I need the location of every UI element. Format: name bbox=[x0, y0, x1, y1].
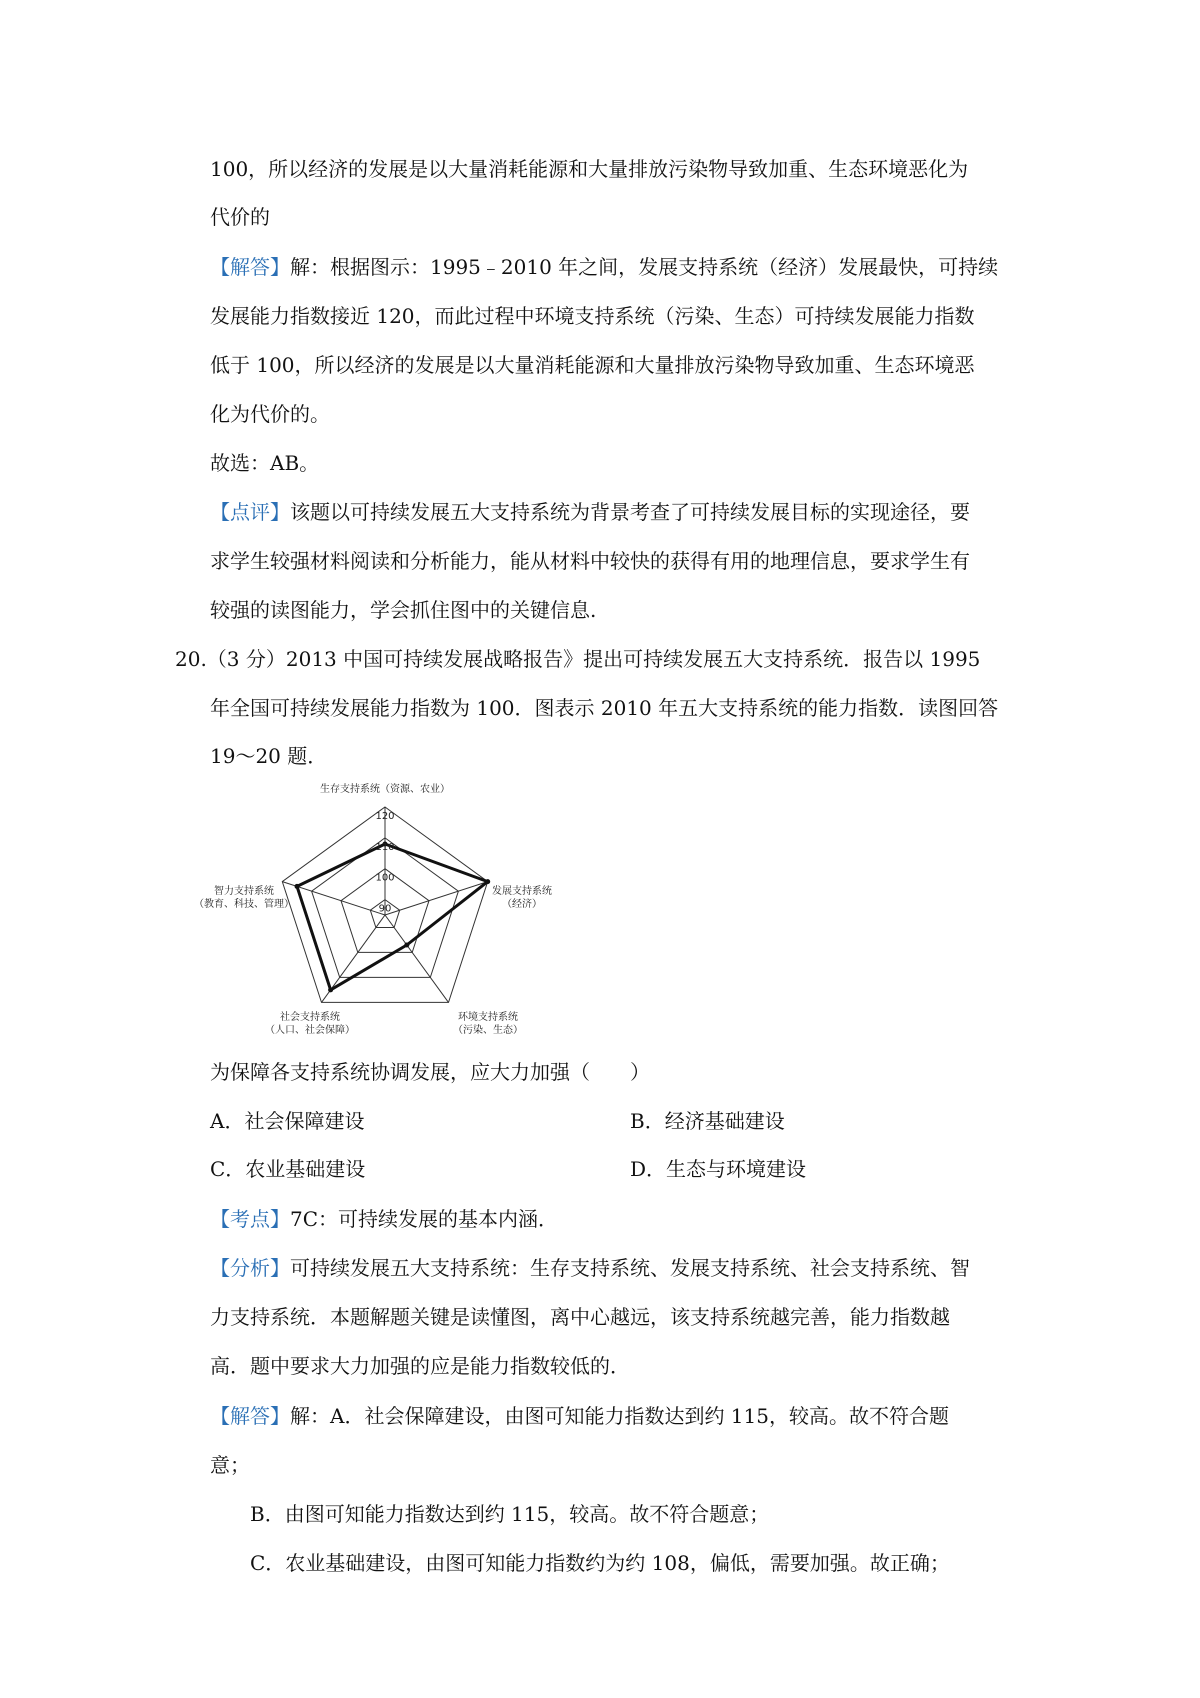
option-d: D．生态与环境建设 bbox=[630, 1157, 807, 1181]
axis-label-2: 环境支持系统 bbox=[458, 1012, 518, 1023]
option-b: B．经济基础建设 bbox=[630, 1109, 785, 1133]
radar-series bbox=[295, 842, 491, 993]
ring-label-110: 110 bbox=[375, 841, 395, 853]
axis-sublabel-2: （污染、生态） bbox=[453, 1025, 523, 1036]
q19-answer-line-2: 发展能力指数接近 120，而此过程中环境支持系统（污染、生态）可持续发展能力指数 bbox=[210, 304, 975, 328]
q20-analysis-line-1 bbox=[210, 1254, 970, 1282]
q19-comment-line-1 bbox=[210, 498, 970, 526]
axis-label-1: 发展支持系统 bbox=[492, 886, 552, 897]
q20-stem-line-1: 20.（3 分）2013 中国可持续发展战略报告》提出可持续发展五大支持系统．报告以 1995 bbox=[175, 647, 981, 671]
axis-sublabel-3: （人口、社会保障） bbox=[265, 1025, 355, 1036]
q20-answer-line-3: B．由图可知能力指数达到约 115，较高。故不符合题意； bbox=[250, 1502, 770, 1526]
option-c: C．农业基础建设 bbox=[210, 1157, 366, 1181]
point-tag: 【考点】 bbox=[210, 1207, 290, 1231]
q19-comment-line-3: 较强的读图能力，学会抓住图中的关键信息. bbox=[210, 598, 597, 622]
comment-tag: 【点评】 bbox=[210, 500, 290, 524]
q19-continuation-line-1: 100，所以经济的发展是以大量消耗能源和大量排放污染物导致加重、生态环境恶化为 bbox=[210, 157, 969, 181]
radar-axis-line-1 bbox=[385, 882, 488, 915]
radar-point-3 bbox=[328, 987, 333, 992]
axis-sublabel-1: （经济） bbox=[502, 899, 542, 910]
axis-label-4: 智力支持系统 bbox=[214, 886, 274, 897]
radar-point-1 bbox=[485, 879, 490, 884]
option-a: A．社会保障建设 bbox=[210, 1109, 365, 1133]
answer-text: 解：根据图示：1995﹣2010 年之间，发展支持系统（经济）发展最快，可持续 bbox=[290, 255, 999, 279]
analysis-tag: 【分析】 bbox=[210, 1256, 290, 1280]
comment-text: 该题以可持续发展五大支持系统为背景考查了可持续发展目标的实现途径，要 bbox=[290, 500, 970, 524]
answer-text: 解：A．社会保障建设，由图可知能力指数达到约 115，较高。故不符合题 bbox=[290, 1404, 949, 1428]
q20-question: 为保障各支持系统协调发展，应大力加强（ ） bbox=[210, 1060, 650, 1084]
point-text: 7C：可持续发展的基本内涵． bbox=[290, 1207, 559, 1231]
radar-axis-line-2 bbox=[385, 915, 449, 1002]
q20-point-line bbox=[210, 1205, 558, 1233]
q19-answer-line-3: 低于 100，所以经济的发展是以大量消耗能源和大量排放污染物导致加重、生态环境恶 bbox=[210, 353, 975, 377]
q20-analysis-line-2: 力支持系统．本题解题关键是读懂图，离中心越远，该支持系统越完善，能力指数越 bbox=[210, 1305, 950, 1329]
answer-tag: 【解答】 bbox=[210, 255, 290, 279]
analysis-text: 可持续发展五大支持系统：生存支持系统、发展支持系统、社会支持系统、智 bbox=[290, 1256, 970, 1280]
ring-label-90: 90 bbox=[378, 903, 392, 915]
q19-answer-line-1 bbox=[210, 253, 998, 281]
radar-chart-svg bbox=[194, 772, 610, 1042]
q20-stem-line-2: 年全国可持续发展能力指数为 100．图表示 2010 年五大支持系统的能力指数．读图回答 bbox=[210, 696, 999, 720]
axis-label-0: 生存支持系统（资源、农业） bbox=[320, 784, 450, 795]
axis-sublabel-4: （教育、科技、管理） bbox=[194, 899, 294, 910]
q19-continuation-line-2: 代价的 bbox=[210, 205, 270, 229]
q20-answer-line-1 bbox=[210, 1402, 949, 1430]
q20-answer-line-2: 意； bbox=[210, 1453, 250, 1477]
answer-tag: 【解答】 bbox=[210, 1404, 290, 1428]
q20-stem-line-3: 19～20 题． bbox=[210, 744, 328, 768]
ring-label-100: 100 bbox=[375, 872, 395, 884]
radar-axis-labels bbox=[194, 782, 552, 1036]
ring-label-120: 120 bbox=[375, 811, 395, 822]
radar-chart bbox=[194, 772, 610, 1042]
radar-point-4 bbox=[295, 884, 300, 889]
radar-series-polygon bbox=[297, 841, 488, 990]
axis-label-3: 社会支持系统 bbox=[280, 1012, 340, 1023]
q20-answer-line-4: C．农业基础建设，由图可知能力指数约为约 108，偏低，需要加强。故正确； bbox=[250, 1551, 950, 1575]
radar-point-2 bbox=[404, 943, 409, 948]
q20-analysis-line-3: 高．题中要求大力加强的应是能力指数较低的． bbox=[210, 1354, 630, 1378]
q19-choice: 故选：AB。 bbox=[210, 451, 320, 475]
q19-answer-line-4: 化为代价的。 bbox=[210, 402, 330, 426]
q19-comment-line-2: 求学生较强材料阅读和分析能力，能从材料中较快的获得有用的地理信息，要求学生有 bbox=[210, 549, 970, 573]
